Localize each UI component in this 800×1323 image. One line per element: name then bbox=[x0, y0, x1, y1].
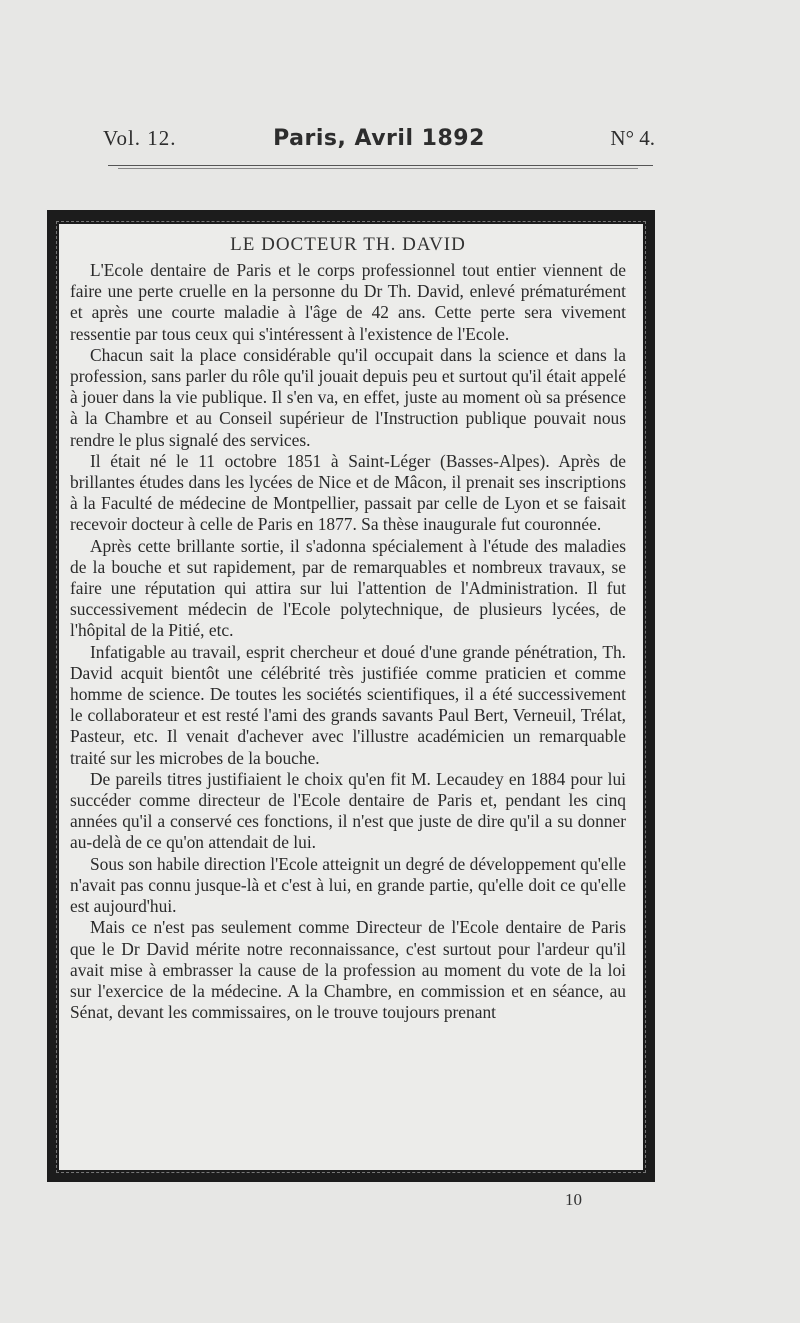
article-paragraph: De pareils titres justifiaient le choix qu'en fit M. Lecaudey en 1884 pour lui succéder comme directeur de l'Ecole dentaire de Paris et, pendant les cinq années qu'il a conservé ces fonctions, il n'est que juste de dire qu'il a su donner au-delà de ce qu'on attendait de lui. bbox=[70, 768, 626, 853]
obituary-article bbox=[70, 234, 626, 1023]
page-number: 10 bbox=[565, 1190, 582, 1209]
volume-label: Vol. 12. bbox=[103, 126, 177, 150]
dateline: Paris, Avril 1892 bbox=[273, 126, 485, 151]
article-paragraph: Chacun sait la place considérable qu'il occupait dans la science et dans la profession, sans parler du rôle qu'il jouait depuis peu et surtout qu'il était appelé à jouer dans la vie publique. Il s'en va, en effet, juste au moment où sa présence à la Chambre et au Conseil supérieur de l'Instruction publique pouvait nous rendre le plus signalé des services. bbox=[70, 344, 626, 450]
article-paragraph: L'Ecole dentaire de Paris et le corps professionnel tout entier viennent de faire une perte cruelle en la personne du Dr Th. David, enlevé prématurément et après une courte maladie à l'âge de 42 ans. Cette perte sera vivement ressentie par tous ceux qui s'intéressent à l'existence de l'Ecole. bbox=[70, 260, 626, 344]
page-header bbox=[103, 126, 655, 162]
article-paragraph: Il était né le 11 octobre 1851 à Saint-Léger (Basses-Alpes). Après de brillantes études dans les lycées de Nice et de Mâcon, il prenait ses inscriptions à la Faculté de médecine de Montpellier, passait par celle de Lyon et se faisait recevoir docteur à celle de Paris en 1877. Sa thèse inaugurale fut couronnée. bbox=[70, 450, 626, 535]
article-paragraph: Après cette brillante sortie, il s'adonna spécialement à l'étude des maladies de la bouche et sut rapidement, par de remarquables et nombreux travaux, se faire une réputation qui attira sur lui l'attention de l'Administration. Il fut successivement médecin de l'Ecole polytechnique, de plusieurs lycées, de l'hôpital de la Pitié, etc. bbox=[70, 535, 626, 641]
header-rule-thin bbox=[118, 168, 638, 169]
article-paragraph: Sous son habile direction l'Ecole atteignit un degré de développement qu'elle n'avait pas connu jusque-là et c'est à lui, en grande partie, qu'elle doit ce qu'elle est aujourd'hui. bbox=[70, 853, 626, 917]
article-paragraph: Infatigable au travail, esprit chercheur et doué d'une grande pénétration, Th. David acquit bientôt une célébrité très justifiée comme praticien et comme homme de science. De toutes les sociétés scientifiques, il a été successivement le collaborateur et est resté l'ami des grands savants Paul Bert, Verneuil, Trélat, Pasteur, etc. Il venait d'achever avec l'illustre académicien un remarquable traité sur les microbes de la bouche. bbox=[70, 641, 626, 768]
issue-number: N° 4. bbox=[610, 126, 655, 150]
article-title: LE DOCTEUR TH. DAVID bbox=[230, 234, 466, 255]
article-paragraph: Mais ce n'est pas seulement comme Directeur de l'Ecole dentaire de Paris que le Dr David mérite notre reconnaissance, c'est surtout pour l'ardeur qu'il avait mise à embrasser la cause de la profession au moment du vote de la loi sur l'exercice de la médecine. A la Chambre, en commission et en séance, au Sénat, devant les commissaires, on le trouve toujours prenant bbox=[70, 917, 626, 1023]
header-rule bbox=[108, 165, 653, 166]
